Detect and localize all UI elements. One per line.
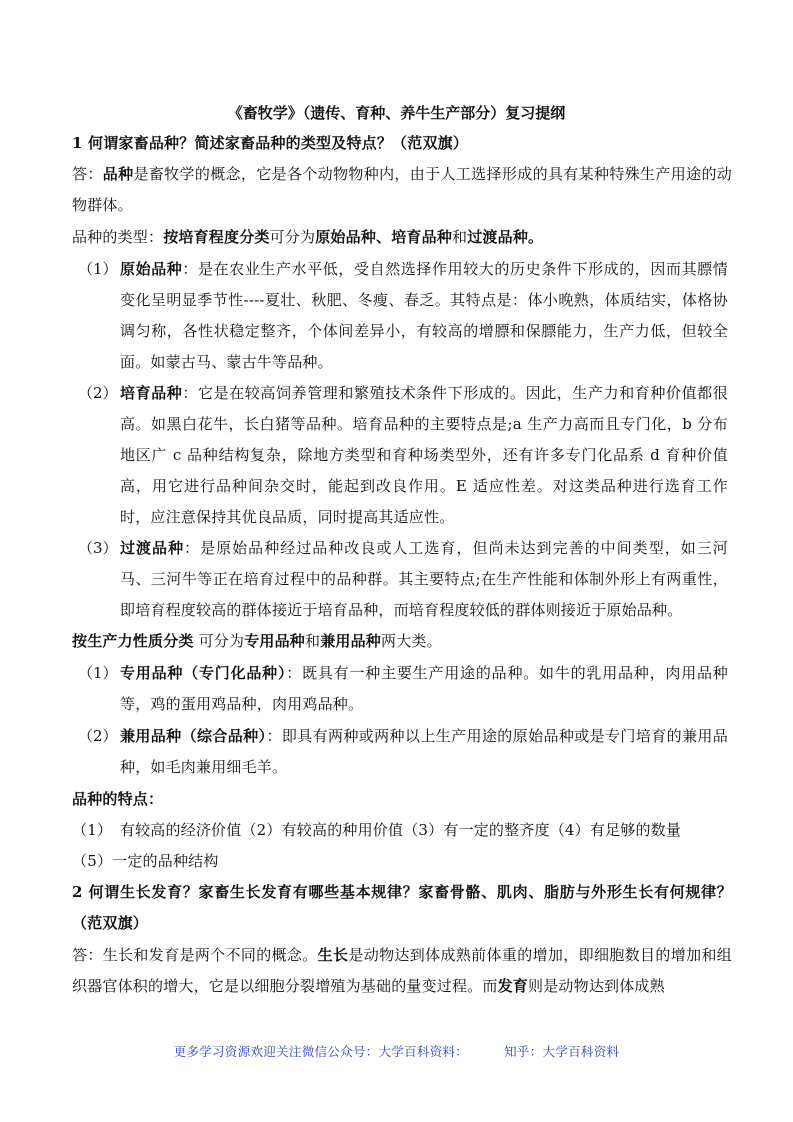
types-bold-1: 按培育程度分类 [163,228,270,246]
term-growth: 生长 [317,946,349,964]
prod-mid-1: 可分为 [193,632,245,650]
features-line-2: （5）一定的品种结构 [72,852,219,870]
item-number: （3） [78,539,118,557]
production-types-line [72,626,732,657]
item-text: ：是原始品种经过品种改良或人工选育，但尚未达到完善的中间类型，如三河马、三河牛等正在培育过程中的品种群。其主要特点;在生产性能和体制外形上有两重性，即培育程度较高的群体接近于培育品种，而培育程度较低的群体则接近于原始品种。 [120,539,728,619]
list-item-specialized-breed [120,658,728,720]
item-number: （1） [78,664,118,682]
breed-types-line [72,222,732,253]
item-number: （2） [78,384,118,402]
term-development: 发育 [497,977,529,995]
footer-wechat-text: 更多学习资源欢迎关注微信公众号：大学百科资料： [173,1044,469,1059]
footer-zhihu-text: 知乎：大学百科资料 [504,1044,620,1059]
answer-1-paragraph [72,159,732,221]
answer-2-tail: 则是动物达到体成熟 [528,977,665,995]
answer-2-paragraph [72,940,732,1002]
types-mid-2: 和 [452,228,468,246]
answer-2-mid: 是动物达到体成熟前体重的增加，即细胞数目的增加和组织器官体积的增大，它是以细胞分裂增殖为基础的量变过程。而 [72,946,733,995]
item-term: 过渡品种 [120,539,185,557]
list-item-primitive-breed [120,254,728,378]
prod-bold-3: 兼用品种 [320,632,382,650]
list-item-improved-breed [120,378,728,533]
answer-prefix: 答： [72,165,103,183]
prod-bold-1: 按生产力性质分类 [72,632,194,650]
prod-bold-2: 专用品种 [244,632,305,650]
features-heading: 品种的特点： [72,790,164,808]
list-item-transitional-breed [120,533,728,626]
item-text: ：是在农业生产水平低，受自然选择作用较大的历史条件下形成的，因而其膘情变化呈明显季节性----夏壮、秋肥、冬瘦、春乏。其特点是：体小晚熟，体质结实，体格协调匀称，各性状稳定整齐，个体间差异小，有较高的增膘和保膘能力，生产力低，但较全面。如蒙古马、蒙古牛等品种。 [120,260,728,371]
item-number: （1） [78,260,118,278]
item-number: （2） [78,727,118,745]
item-text: ：既具有一种主要生产用途的品种。如牛的乳用品种，肉用品种等，鸡的蛋用鸡品种，肉用鸡品种。 [120,664,729,713]
item-term: 专用品种（专门化品种） [120,664,287,682]
types-mid-1: 可分为 [269,228,316,246]
page-footer [0,1043,793,1061]
document-title: 《畜牧学》（遗传、育种、养牛生产部分）复习提纲 [227,104,566,122]
list-item-dual-purpose-breed [120,721,728,783]
prod-tail: 两大类。 [381,632,442,650]
prod-mid-2: 和 [305,632,321,650]
item-term: 原始品种 [120,260,183,278]
types-prefix: 品种的类型： [72,228,164,246]
question-2-heading: 2 何谓生长发育？家畜生长发育有哪些基本规律？家畜骨骼、肌肉、脂肪与外形生长有何规律？（范双旗） [72,883,732,932]
term-breed: 品种 [102,165,134,183]
types-bold-2: 原始品种、培育品种 [315,228,453,246]
features-line-1: （1） 有较高的经济价值（2）有较高的种用价值（3）有一定的整齐度（4）有足够的数量 [72,821,682,839]
answer-2-prefix: 答：生长和发育是两个不同的概念。 [72,946,318,964]
types-bold-3: 过渡品种。 [467,228,544,246]
item-term: 兼用品种（综合品种） [120,727,267,745]
item-text: ：它是在较高饲养管理和繁殖技术条件下形成的。因此，生产力和育种价值都很高。如黑白花牛，长白猪等品种。培育品种的主要特点是;a 生产力高而且专门化，b 分布地区广 c 品种结构复杂，除地方类型和育种场类型外，还有许多专门化品系 d 育种价值高，用它进行品种间杂交时，能起到改良作用。E 适应性差。对这类品种进行选育工作时，应注意保持其优良品质，同时提高其适应性。 [120,384,728,526]
question-1-heading: 1 何谓家畜品种？简述家畜品种的类型及特点？（范双旗） [72,134,469,152]
answer-text: 是畜牧学的概念，它是各个动物物种内，由于人工选择形成的具有某种特殊生产用途的动物群体。 [72,165,733,214]
item-text: ：即具有两种或两种以上生产用途的原始品种或是专门培育的兼用品种，如毛肉兼用细毛羊。 [120,727,728,776]
item-term: 培育品种 [120,384,183,402]
